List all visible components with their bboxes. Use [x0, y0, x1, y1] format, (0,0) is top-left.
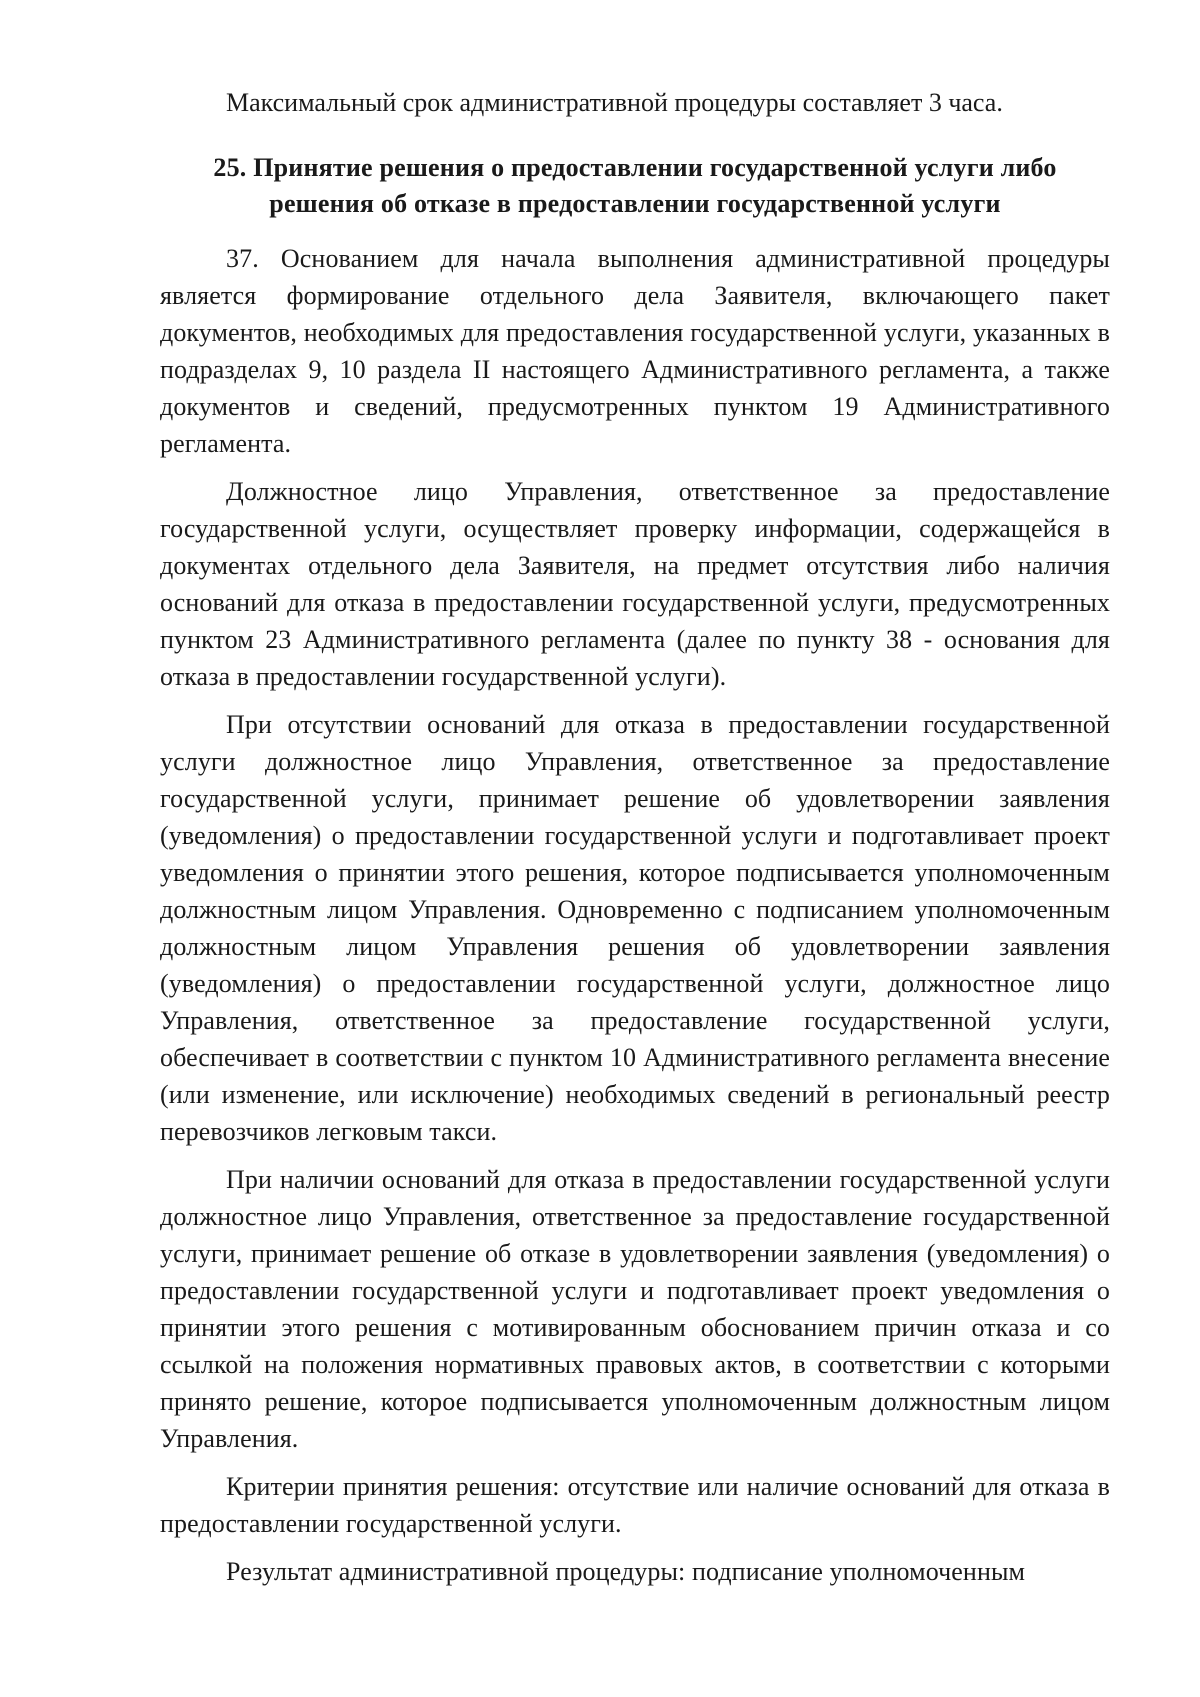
top-line: Максимальный срок административной процедуры составляет 3 часа.	[226, 88, 1003, 117]
paragraph-grounds-present: При наличии оснований для отказа в предоставлении государственной услуги должностное лицо Управления, ответственное за предоставление государственной услуги, принимает решение об отказе в удовлетворении заявления (уведомления) о предоставлении государственной услуги и подготавливает проект уведомления о принятии этого решения с мотивированным обоснованием причин отказа и со ссылкой на положения нормативных правовых актов, в соответствии с которыми принято решение, которое подписывается уполномоченным должностным лицом Управления.	[160, 1165, 1110, 1453]
paragraph-37: 37. Основанием для начала выполнения административной процедуры является формирование отдельного дела Заявителя, включающего пакет документов, необходимых для предоставления государственной услуги, указанных в подразделах 9, 10 раздела II настоящего Административного регламента, а также документов и сведений, предусмотренных пунктом 19 Административного регламента.	[160, 244, 1110, 458]
section-heading-line-1: 25. Принятие решения о предоставлении государственной услуги либо	[213, 153, 1057, 182]
section-heading	[160, 150, 1110, 222]
paragraph-criteria: Критерии принятия решения: отсутствие или наличие оснований для отказа в предоставлении государственной услуги.	[160, 1472, 1110, 1538]
paragraph-official-check: Должностное лицо Управления, ответственное за предоставление государственной услуги, осуществляет проверку информации, содержащейся в документах отдельного дела Заявителя, на предмет отсутствия либо наличия оснований для отказа в предоставлении государственной услуги, предусмотренных пунктом 23 Административного регламента (далее по пункту 38 - основания для отказа в предоставлении государственной услуги).	[160, 477, 1110, 691]
paragraph-no-grounds: При отсутствии оснований для отказа в предоставлении государственной услуги должностное лицо Управления, ответственное за предоставление государственной услуги, принимает решение об удовлетворении заявления (уведомления) о предоставлении государственной услуги и подготавливает проект уведомления о принятии этого решения, которое подписывается уполномоченным должностным лицом Управления. Одновременно с подписанием уполномоченным должностным лицом Управления решения об удовлетворении заявления (уведомления) о предоставлении государственной услуги, должностное лицо Управления, ответственное за предоставление государственной услуги, обеспечивает в соответствии с пунктом 10 Административного регламента внесение (или изменение, или исключение) необходимых сведений в региональный реестр перевозчиков легковым такси.	[160, 710, 1110, 1146]
section-heading-line-2: решения об отказе в предоставлении государственной услуги	[269, 189, 1001, 218]
paragraph-result: Результат административной процедуры: подписание уполномоченным	[226, 1557, 1026, 1586]
